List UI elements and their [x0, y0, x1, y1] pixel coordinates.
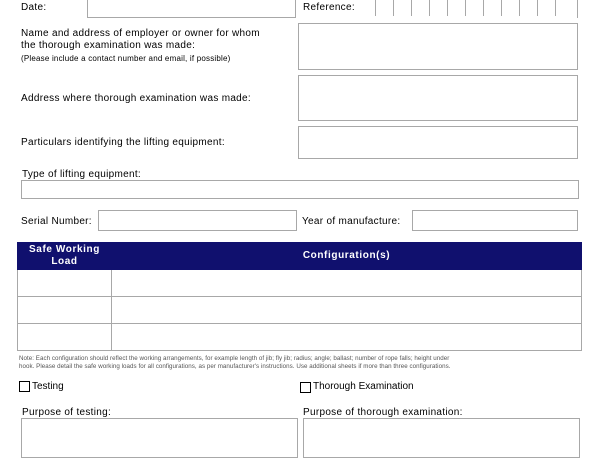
- note-line1: Note: Each configuration should reflect the working arrangements, for example length of jib; fly jib; radius; angle; ballast; number of rope falls; height under: [19, 355, 450, 362]
- thorough-examination-checkbox-label: Thorough Examination: [313, 381, 414, 392]
- reference-cell[interactable]: [411, 0, 429, 16]
- purpose-testing-field[interactable]: [21, 418, 298, 458]
- reference-cell[interactable]: [447, 0, 465, 16]
- serial-field[interactable]: [98, 210, 297, 231]
- table-row: [18, 297, 582, 324]
- date-field[interactable]: [87, 0, 296, 18]
- employer-field[interactable]: [298, 23, 578, 70]
- employer-label-cont: the thorough examination was made:: [21, 40, 196, 51]
- particulars-field[interactable]: [298, 126, 578, 159]
- table-row: [18, 270, 582, 297]
- swl-header-line2: Load: [51, 256, 78, 267]
- exam-address-field[interactable]: [298, 75, 578, 121]
- purpose-exam-label: Purpose of thorough examination:: [303, 407, 463, 418]
- testing-checkbox-label: Testing: [32, 381, 64, 392]
- particulars-label: Particulars identifying the lifting equipment:: [21, 137, 225, 148]
- thorough-examination-checkbox[interactable]: [300, 382, 311, 393]
- configuration-cell[interactable]: [112, 297, 582, 324]
- swl-header-line1: Safe Working: [29, 244, 100, 255]
- swl-cell[interactable]: [18, 324, 112, 351]
- exam-address-label: Address where thorough examination was made:: [21, 93, 251, 104]
- reference-cell[interactable]: [519, 0, 537, 16]
- swl-cell[interactable]: [18, 297, 112, 324]
- reference-cell[interactable]: [465, 0, 483, 16]
- employer-hint: (Please include a contact number and email, if possible): [21, 54, 231, 63]
- configuration-header: Configuration(s): [112, 243, 582, 270]
- configuration-cell[interactable]: [112, 270, 582, 297]
- reference-cell[interactable]: [375, 0, 393, 16]
- reference-cell[interactable]: [393, 0, 411, 16]
- type-label: Type of lifting equipment:: [22, 169, 141, 180]
- purpose-exam-field[interactable]: [303, 418, 580, 458]
- serial-label: Serial Number:: [21, 216, 92, 227]
- year-field[interactable]: [412, 210, 578, 231]
- reference-cell[interactable]: [555, 0, 577, 16]
- note-line2: hook. Please detail the safe working loads for all configurations, as per manufacturer's instructions. Use additional sheets if more than three configurations.: [19, 363, 451, 370]
- configuration-table: [17, 242, 582, 351]
- reference-cell[interactable]: [483, 0, 501, 16]
- employer-label: Name and address of employer or owner for whom: [21, 28, 260, 39]
- type-field[interactable]: [21, 180, 579, 199]
- year-label: Year of manufacture:: [302, 216, 401, 227]
- swl-header: [18, 243, 112, 270]
- reference-field[interactable]: [375, 0, 578, 18]
- configuration-cell[interactable]: [112, 324, 582, 351]
- swl-cell[interactable]: [18, 270, 112, 297]
- reference-cell[interactable]: [429, 0, 447, 16]
- date-label: Date:: [21, 2, 47, 13]
- reference-cell[interactable]: [537, 0, 555, 16]
- testing-checkbox[interactable]: [19, 381, 30, 392]
- reference-label: Reference:: [303, 2, 355, 13]
- purpose-testing-label: Purpose of testing:: [22, 407, 112, 418]
- table-row: [18, 324, 582, 351]
- reference-cell[interactable]: [501, 0, 519, 16]
